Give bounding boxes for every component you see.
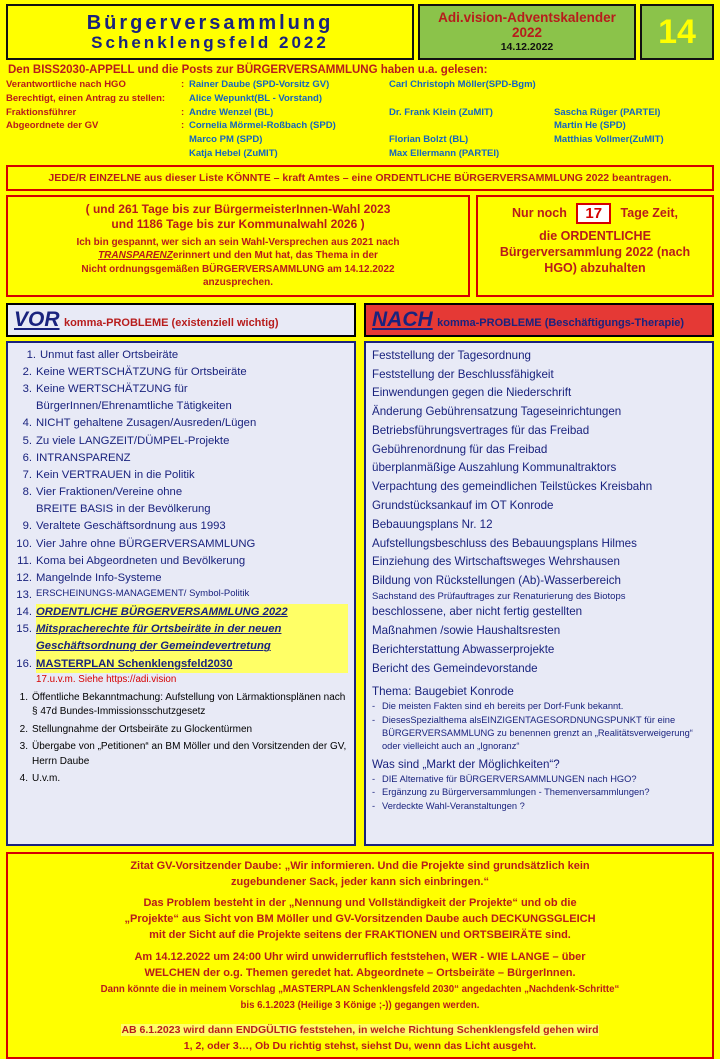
days-line-2: Ich bin gespannt, wer sich an sein Wahl-Versprechen aus 2021 nach	[76, 236, 400, 248]
item-number: 11.	[17, 554, 32, 567]
item-number: 13.	[16, 588, 32, 601]
item-text: Kein VERTRAUEN in die Politik	[36, 468, 195, 481]
nach-subtitle-end: )	[680, 316, 685, 329]
list-item-sub	[14, 398, 348, 415]
item-text: ERSCHEINUNGS-MANAGEMENT/ Symbol-Politik	[36, 587, 250, 599]
day-number-badge: 14	[640, 4, 714, 60]
item-number: 8.	[22, 486, 32, 499]
dash-bullet: -	[372, 800, 376, 811]
quote-line-3c: Dann könnte die in meinem Vorschlag „MASTERPLAN Schenklengsfeld 2030“ angedachten „Nachdenk-Schritte“	[100, 984, 620, 996]
calendar-date: 14.12.2022	[500, 40, 554, 53]
item-text: U.v.m.	[32, 773, 61, 785]
theme-heading: Thema: Baugebiet Konrode	[372, 685, 514, 699]
list-item: Verpachtung des gemeindlichen Teilstückes Kreisbahn	[372, 480, 653, 494]
roster-cell-2: Carl Christoph Möller(SPD-Bgm)	[389, 79, 536, 90]
roster-colon	[181, 133, 189, 147]
roster-label: Abgeordnete der GV	[6, 120, 99, 132]
roster-colon	[181, 147, 189, 161]
item-text: Vier Fraktionen/Vereine ohne	[36, 486, 183, 499]
item-number: 4.	[19, 773, 28, 785]
days-line-1b: und 1186 Tage bis zur Kommunalwahl 2026 )	[111, 217, 365, 232]
quote-line-2c: mit der Sicht auf die Projekte seitens der FRAKTIONEN und ORTSBEIRÄTE sind.	[149, 928, 571, 941]
days-line-1a: ( und 261 Tage bis zur BürgermeisterInnen-Wahl 2023	[85, 201, 391, 216]
calendar-title: Adi.vision-Adventskalender	[438, 9, 616, 25]
title-line-2: Schenklengsfeld 2022	[91, 32, 329, 52]
list-item	[14, 347, 348, 364]
item-text: Veraltete Geschäftsordnung aus 1993	[36, 520, 226, 533]
list-item	[14, 691, 348, 720]
roster-table	[6, 78, 714, 161]
roster-colon	[181, 92, 189, 106]
quote-line-1b: zugebundener Sack, jeder kann sich einbringen.“	[231, 875, 489, 888]
item-text: BürgerInnen/Ehrenamtliche Tätigkeiten	[36, 400, 232, 413]
note-text: Ergänzung zu Bürgerversammlungen - Themenversammlungen?	[382, 787, 650, 798]
quote-line-3d: bis 6.1.2023 (Heilige 3 Könige ;-)) gegangen werden.	[240, 1000, 480, 1012]
table-row	[6, 92, 714, 106]
item-text: Mitspracherechte für Ortsbeiräte in der neuen Geschäftsordnung der Gemeindevertretung	[36, 621, 348, 655]
list-item	[14, 415, 348, 432]
item-text: Vier Jahre ohne BÜRGERVERSAMMLUNG	[36, 537, 256, 550]
vor-column	[6, 341, 356, 846]
item-text: Keine WERTSCHÄTZUNG für	[36, 383, 188, 396]
list-item	[14, 740, 348, 769]
roster-cell-2: Dr. Frank Klein (ZuMIT)	[389, 106, 493, 118]
roster-colon: :	[181, 106, 185, 118]
remaining-line-2b: Bürgerversammlung 2022 (nach	[499, 244, 691, 259]
note-item	[372, 700, 706, 713]
list-item	[14, 536, 348, 553]
list-item: beschlossene, aber nicht fertig gestellten	[372, 605, 583, 619]
vor-list	[14, 347, 348, 688]
vor-subtitle: komma-PROBLEME (existenziell wichtig)	[63, 316, 279, 329]
quote-line-1a: Zitat GV-Vorsitzender Daube: „Wir informieren. Und die Projekte sind grundsätzlich kein	[130, 859, 590, 872]
roster-label: Verantwortliche nach HGO	[6, 79, 126, 90]
list-item	[14, 553, 348, 570]
remaining-days-number: 17	[576, 203, 611, 224]
note-text: DiesesSpezialthema alsEINZIGENTAGESORDNUNGSPUNKT für eine BÜRGERVERSAMMLUNG zu benennen grenzt an „Realitätsverweigerung“ oder vielleicht auch an „Ignoranz“	[382, 714, 693, 751]
note-item	[372, 786, 706, 799]
list-item	[14, 570, 348, 587]
calendar-banner	[418, 4, 636, 60]
item-number: 5.	[22, 434, 32, 447]
item-text: BREITE BASIS in der Bevölkerung	[36, 503, 211, 516]
item-number: 10.	[16, 537, 32, 550]
eligibility-notice: JEDE/R EINZELNE aus dieser Liste KÖNNTE – kraft Amtes – eine ORDENTLICHE BÜRGERVERSAMMLUNG 2022 beantragen.	[6, 165, 714, 191]
item-text: Unmut fast aller Ortsbeiräte	[40, 348, 179, 361]
item-text: NICHT gehaltene Zusagen/Ausreden/Lügen	[36, 417, 257, 430]
list-item	[14, 723, 348, 738]
item-text: Mangelnde Info-Systeme	[36, 571, 162, 584]
item-number: 3.	[19, 741, 28, 753]
countdown-row	[6, 195, 714, 297]
columns	[6, 341, 714, 846]
title-line-1: Bürgerversammlung	[86, 11, 334, 34]
note-text: Verdeckte Wahl-Veranstaltungen ?	[382, 800, 525, 811]
item-text: Öffentliche Bekanntmachung: Aufstellung von Lärmaktionsplänen nach § 47d Bundes-Immissionsschutzgesetz	[32, 691, 346, 718]
list-item-sub	[14, 501, 348, 518]
item-text: Keine WERTSCHÄTZUNG für Ortsbeiräte	[36, 365, 247, 378]
roster-label: Fraktionsführer	[6, 106, 77, 118]
nach-word: NACH	[372, 307, 433, 331]
item-number: 15.	[16, 623, 32, 636]
list-item	[14, 656, 348, 673]
remaining-suffix: Tage Zeit,	[620, 205, 678, 220]
note-text: Die meisten Fakten sind eh bereits per Dorf-Funk bekannt.	[382, 701, 624, 712]
days-line-5: anzusprechen.	[202, 277, 274, 289]
item-number: 2.	[22, 365, 32, 378]
list-item	[14, 433, 348, 450]
roster-cell-1: Cornelia Mörmel-Roßbach (SPD)	[189, 120, 336, 132]
roster-cell-2	[389, 92, 554, 106]
days-until-elections-box	[6, 195, 470, 297]
remaining-line-2a: die ORDENTLICHE	[539, 228, 651, 243]
adi-vision-link[interactable]: 17.u.v.m. Siehe https://adi.vision	[36, 673, 177, 685]
list-item	[14, 364, 348, 381]
roster-cell-3: Matthias Vollmer(ZuMIT)	[554, 134, 664, 146]
note-text: DIE Alternative für BÜRGERVERSAMMLUNGEN nach HGO?	[382, 774, 637, 785]
appeal-headline: Den BISS2030-APPELL und die Posts zur BÜRGERVERSAMMLUNG haben u.a. gelesen:	[8, 64, 488, 76]
roster-label	[6, 133, 181, 147]
list-item	[14, 518, 348, 535]
table-row	[6, 78, 714, 92]
list-item: Bebauungsplans Nr. 12	[372, 517, 493, 531]
item-number: 4.	[22, 417, 32, 430]
days-emphasis: TRANSPARENZ	[98, 250, 173, 262]
item-text: Übergabe von „Petitionen“ an BM Möller und den Vorsitzenden der GV, Herrn Daube	[32, 741, 347, 767]
item-number	[14, 398, 36, 415]
item-text: MASTERPLAN Schenklengsfeld2030	[36, 656, 348, 673]
list-item: Einziehung des Wirtschaftsweges Wehrshausen	[372, 555, 620, 569]
item-number	[14, 673, 36, 688]
roster-label: Berechtigt, einen Antrag zu stellen:	[6, 92, 166, 104]
item-number: 2.	[19, 723, 28, 735]
roster-cell-2: Max Ellermann (PARTEI)	[389, 147, 500, 159]
item-text: ORDENTLICHE BÜRGERVERSAMMLUNG 2022	[36, 604, 348, 621]
list-item: überplanmäßige Auszahlung Kommunaltraktors	[372, 461, 617, 475]
question-notes	[372, 773, 706, 813]
days-line-4: Nicht ordnungsgemäßen BÜRGERVERSAMMLUNG am 14.12.2022	[81, 263, 395, 275]
roster-cell-1: Rainer Daube (SPD-Vorsitz GV)	[189, 79, 330, 90]
list-item: Bildung von Rückstellungen (Ab)-Wasserbereich	[372, 574, 621, 588]
roster-cell-2	[389, 119, 554, 133]
roster-colon: :	[181, 120, 185, 132]
list-item: Maßnahmen /sowie Haushaltsresten	[372, 624, 561, 638]
item-number: 1.	[19, 691, 28, 703]
item-number: 7.	[22, 468, 32, 481]
dash-bullet: -	[372, 774, 376, 785]
quote-line-3a: Am 14.12.2022 um 24:00 Uhr wird unwiderruflich feststehen, WER - WIE LANGE – über	[134, 951, 586, 964]
remaining-line-2c: HGO) abzuhalten	[544, 261, 646, 276]
quote-line-3b: WELCHEN der o.g. Themen geredet hat. Abgeordnete – Ortsbeiräte – BürgerInnen.	[144, 967, 576, 980]
item-number: 3.	[22, 383, 32, 396]
dash-bullet: -	[372, 714, 376, 725]
list-item	[14, 467, 348, 484]
quote-box	[6, 852, 714, 1059]
item-number: 6.	[22, 451, 32, 464]
nach-header	[364, 303, 714, 337]
roster-colon: :	[181, 79, 185, 90]
list-item	[14, 381, 348, 398]
roster-cell-1: Alice Wepunkt(BL - Vorstand)	[189, 92, 323, 104]
note-item	[372, 800, 706, 813]
list-item-link[interactable]	[14, 673, 348, 688]
roster-cell-1: Marco PM (SPD)	[189, 134, 263, 146]
list-item: Änderung Gebührensatzung Tageseinrichtungen	[372, 405, 622, 419]
quote-line-2b: „Projekte“ aus Sicht von BM Möller und GV-Vorsitzenden Daube auch DECKUNGSGLEICH	[124, 912, 596, 925]
list-item: Aufstellungsbeschluss des Bebauungsplans Hilmes	[372, 536, 637, 550]
table-row	[6, 147, 714, 161]
list-item: Betriebsführungsvertrages für das Freibad	[372, 423, 590, 437]
table-row	[6, 106, 714, 120]
question-heading: Was sind „Markt der Möglichkeiten“?	[372, 758, 560, 772]
calendar-year: 2022	[511, 25, 543, 41]
item-number: 14.	[16, 606, 32, 619]
vor-header	[6, 303, 356, 337]
note-item	[372, 714, 706, 754]
roster-label	[6, 147, 181, 161]
list-item-note: Sachstand des Prüfauftrages zur Renaturierung des Biotops	[372, 590, 626, 602]
list-item: Berichterstattung Abwasserprojekte	[372, 642, 555, 656]
roster-cell-1: Katja Hebel (ZuMIT)	[189, 147, 278, 159]
item-number: 9.	[22, 520, 32, 533]
item-number: 16.	[16, 657, 32, 670]
item-number: 1.	[26, 348, 36, 361]
remaining-prefix: Nur noch	[512, 205, 567, 220]
table-row	[6, 119, 714, 133]
nach-subtitle: komma-PROBLEME (Beschäftigungs-Therapie	[437, 316, 681, 329]
dash-bullet: -	[372, 701, 376, 712]
list-item: Gebührenordnung für das Freibad	[372, 442, 548, 456]
item-number: 12.	[16, 571, 32, 584]
roster-cell-3: Martin He (SPD)	[554, 120, 626, 132]
page-title	[6, 4, 414, 60]
table-row	[6, 133, 714, 147]
theme-notes	[372, 700, 706, 753]
vor-word: VOR	[14, 307, 60, 331]
roster-cell-2: Florian Bolzt (BL)	[389, 134, 469, 146]
dash-bullet: -	[372, 787, 376, 798]
item-number	[14, 501, 36, 518]
final-line: 1, 2, oder 3…, Ob Du richtig stehst, siehst Du, wenn das Licht ausgeht.	[183, 1040, 537, 1053]
remaining-days-box	[476, 195, 714, 297]
list-item: Feststellung der Beschlussfähigkeit	[372, 367, 554, 381]
roster-cell-1: Andre Wenzel (BL)	[189, 106, 274, 118]
item-text: Zu viele LANGZEIT/DÜMPEL-Projekte	[36, 434, 230, 447]
list-item: Einwendungen gegen die Niederschrift	[372, 386, 572, 400]
list-item: Feststellung der Tagesordnung	[372, 348, 531, 362]
header	[6, 4, 714, 60]
section-headers	[6, 303, 714, 337]
quote-line-2a: Das Problem besteht in der „Nennung und Vollständigkeit der Projekte“ und ob die	[143, 896, 577, 909]
roster-cell-3: Sascha Rüger (PARTEI)	[554, 106, 661, 118]
list-item: Grundstücksankauf im OT Konrode	[372, 499, 554, 513]
vor-sublist	[14, 691, 348, 787]
item-text: INTRANSPARENZ	[36, 451, 131, 464]
item-text: Koma bei Abgeordneten und Bevölkerung	[36, 554, 246, 567]
item-text: Stellungnahme der Ortsbeiräte zu Glockentürmen	[32, 723, 253, 735]
list-item	[14, 450, 348, 467]
list-item	[14, 484, 348, 501]
list-item	[14, 621, 348, 655]
final-highlight: AB 6.1.2023 wird dann ENDGÜLTIG feststehen, in welche Richtung Schenklengsfeld gehen wird	[121, 1024, 599, 1037]
list-item: Bericht des Gemeindevorstande	[372, 661, 538, 675]
days-line-3: erinnert und den Mut hat, das Thema in der	[172, 250, 378, 262]
list-item	[14, 772, 348, 787]
nach-list	[372, 347, 706, 679]
list-item	[14, 587, 348, 604]
list-item	[14, 604, 348, 621]
note-item	[372, 773, 706, 786]
nach-column	[364, 341, 714, 846]
